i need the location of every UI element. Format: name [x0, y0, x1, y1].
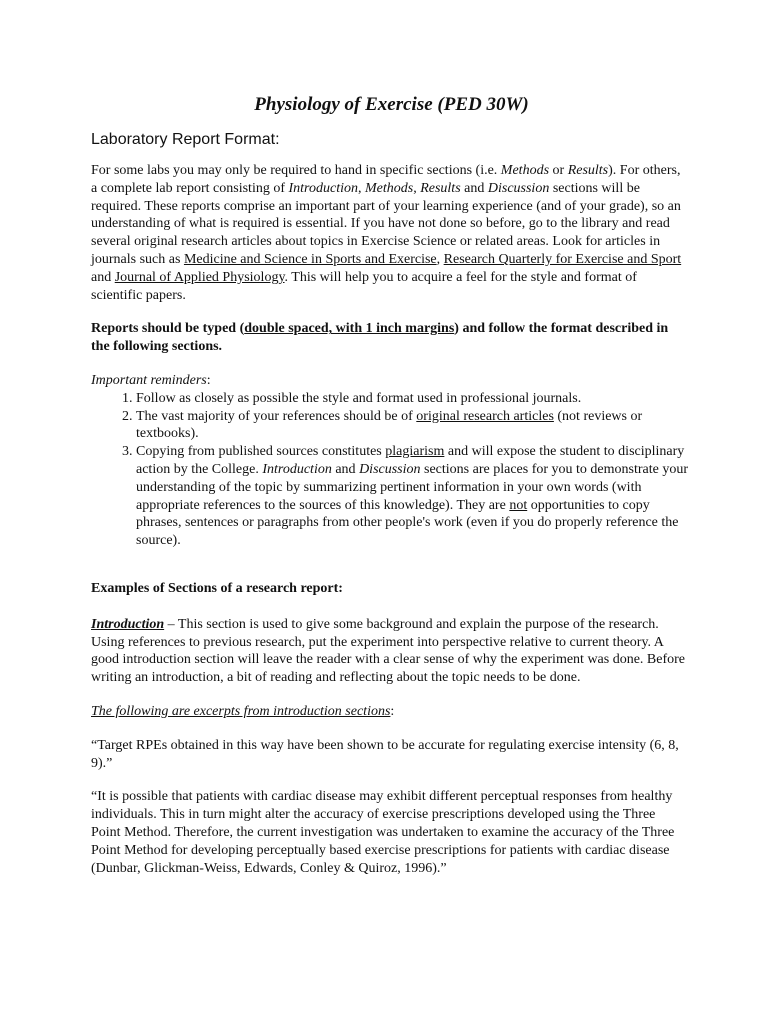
- text-run: Results: [567, 163, 609, 178]
- text-run: For some labs you may only be required to hand in specific sections (i.e.: [91, 163, 501, 178]
- text-run: ). For others, a complete lab report consisting of: [91, 163, 681, 196]
- text-run: Discussion: [487, 180, 550, 196]
- journal-name: Journal of Applied Physiology: [114, 269, 285, 285]
- text-run: and: [460, 180, 488, 196]
- journal-name: Medicine and Science in Sports and Exercise: [183, 251, 437, 267]
- text-run: Introduction: [288, 180, 358, 196]
- typed-requirements-paragraph: [91, 320, 688, 356]
- text-run: and: [91, 269, 115, 285]
- text-run: Copying from published sources constitutes: [136, 444, 386, 460]
- text-run: and: [331, 461, 360, 477]
- excerpt-quote: “Target RPEs obtained in this way have been shown to be accurate for regulating exercise intensity (6, 8, 9).”: [91, 737, 679, 771]
- text-run: Methods: [500, 163, 550, 178]
- text-run: – This section is used to give some background and explain the purpose of the research. Using references to previous research, put the experiment into perspective relative to current theory. A good introduction section will leave the reader with a clear sense of why the experiment was done. Before writing an introduction, a bit of reading and reflecting about the topic needs to be done.: [91, 616, 686, 686]
- text-run: and will expose the student to disciplinary action by the College.: [136, 444, 685, 477]
- text-run: sections will be required. These reports comprise an important part of your learning experience (and of your grade), so an understanding of what is required is essential. If you have not done so before, go to the library and read several original research articles about topics in Exercise Science or related areas. Look for articles in journals such as: [91, 180, 681, 267]
- text-run: Important reminders: [91, 372, 207, 388]
- text-run: plagiarism: [385, 444, 445, 460]
- document-title: Physiology of Exercise (PED 30W): [254, 94, 529, 115]
- text-run: ,: [436, 251, 444, 267]
- text-run: Follow as closely as possible the style and format used in professional journals.: [136, 390, 582, 406]
- text-run: Introduction: [262, 461, 332, 477]
- text-run: ) and follow the format described in the following sections.: [91, 321, 669, 355]
- journal-name: Research Quarterly for Exercise and Sport: [443, 251, 682, 267]
- text-run: The vast majority of your references should be of: [136, 408, 417, 424]
- text-run: Results: [420, 180, 461, 196]
- text-run: :: [390, 703, 395, 719]
- text-run: sections are places for you to demonstrate your understanding of the topic by summarizing pertinent information in your own words (with appropriate references to the sources of this knowledge). They are: [136, 461, 688, 513]
- text-run: opportunities to copy phrases, sentences or paragraphs from other people's work (even if you do properly reference the source).: [136, 497, 679, 549]
- text-run: . This will help you to acquire a feel for the style and format of scientific papers.: [91, 269, 637, 303]
- text-run: or: [549, 163, 568, 178]
- text-run: Discussion: [359, 461, 421, 477]
- examples-heading: Examples of Sections of a research report:: [91, 580, 343, 596]
- list-item: [136, 408, 688, 444]
- excerpt-quote: “It is possible that patients with cardiac disease may exhibit different perceptual responses from healthy individuals. This in turn might alter the accuracy of exercise prescriptions developed using the Three Point Method. Therefore, the current investigation was undertaken to examine the accuracy of the Three Point Method for developing perceptually based exercise prescriptions for patients with cardiac disease (Dunbar, Glickman-Weiss, Edwards, Conley & Quiroz, 1996).”: [91, 789, 675, 876]
- text-run: Methods: [364, 180, 414, 196]
- list-item: [136, 390, 688, 408]
- reminders-heading: [91, 372, 688, 390]
- text-run: (not reviews or textbooks).: [136, 408, 643, 442]
- text-run: double spaced, with 1 inch margins: [244, 321, 455, 337]
- text-run: ,: [413, 180, 421, 196]
- introduction-label: Introduction: [91, 616, 165, 632]
- document-subtitle: Laboratory Report Format:: [91, 131, 280, 148]
- text-run: ,: [357, 180, 365, 196]
- excerpts-heading: [91, 703, 688, 721]
- text-run: The following are excerpts from introduction sections: [91, 703, 391, 719]
- spacer: [91, 550, 688, 580]
- text-run: not: [509, 497, 528, 513]
- text-run: original research articles: [416, 408, 554, 424]
- intro-paragraph: [91, 162, 688, 304]
- text-run: Reports should be typed (: [91, 321, 245, 337]
- introduction-section-paragraph: [91, 616, 688, 687]
- reminders-list: [91, 390, 688, 550]
- list-item: [136, 443, 688, 550]
- text-run: :: [206, 372, 211, 388]
